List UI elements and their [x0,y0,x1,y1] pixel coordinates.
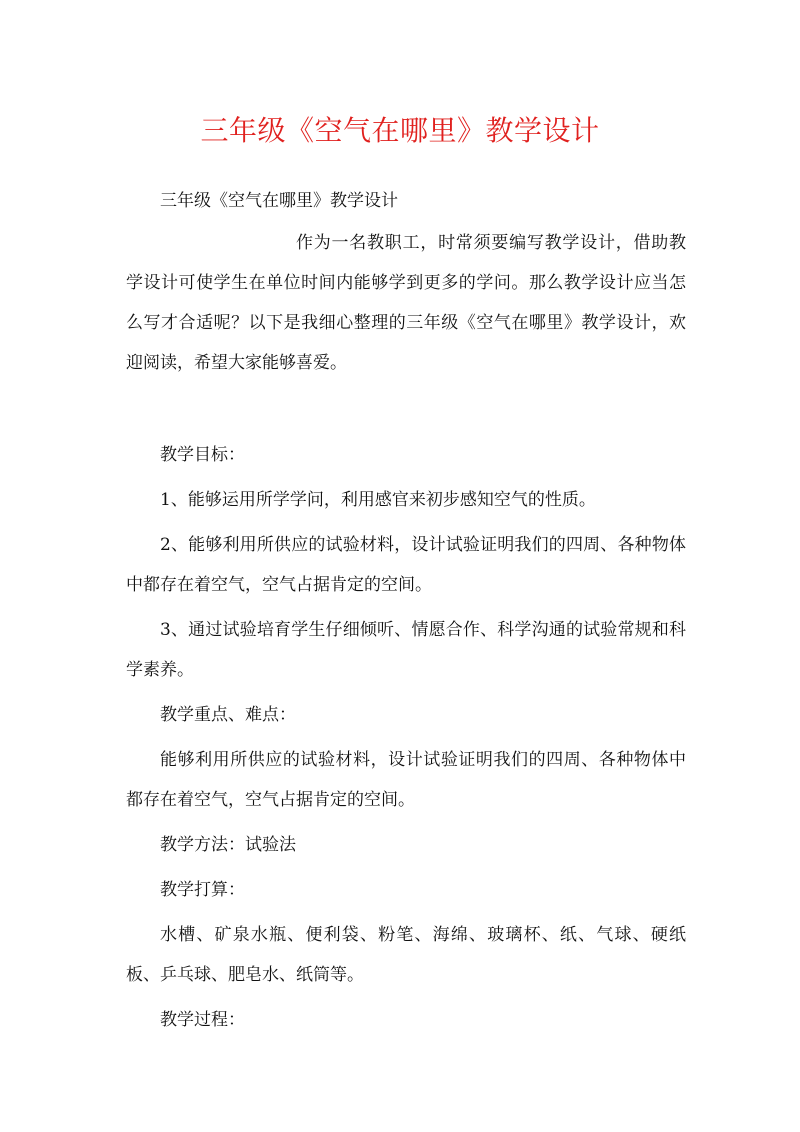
materials-list: 水槽、矿泉水瓶、便利袋、粉笔、海绵、玻璃杯、纸、气球、硬纸板、乒乓球、肥皂水、纸筒等。 [126,925,686,985]
teaching-goals-heading: 教学目标： [160,445,245,465]
intro-paragraph: 作为一名教职工，时常须要编写教学设计，借助教学设计可使学生在单位时间内能够学到更多的学问。那么教学设计应当怎么写才合适呢？以下是我细心整理的三年级《空气在哪里》教学设计，欢迎阅读，希望大家能够喜爱。 [126,233,686,373]
key-points-heading: 教学重点、难点： [160,705,296,725]
key-points-content: 能够利用所供应的试验材料，设计试验证明我们的四周、各种物体中都存在着空气，空气占据肯定的空间。 [126,750,686,810]
process-heading: 教学过程： [160,1010,245,1030]
paragraph-spacer [126,383,686,435]
teaching-method: 教学方法：试验法 [160,835,296,855]
goal-item-2: 2、能够利用所供应的试验材料，设计试验证明我们的四周、各种物体中都存在着空气，空气占据肯定的空间。 [126,535,686,595]
preparation-heading: 教学打算： [160,880,245,900]
subtitle-paragraph: 三年级《空气在哪里》教学设计 [160,191,398,211]
goal-item-3: 3、通过试验培育学生仔细倾听、情愿合作、科学沟通的试验常规和科学素养。 [126,620,686,680]
goal-item-1: 1、能够运用所学学问，利用感官来初步感知空气的性质。 [160,490,596,510]
document-title: 三年级《空气在哪里》教学设计 [200,114,600,147]
document-body [126,181,686,1040]
